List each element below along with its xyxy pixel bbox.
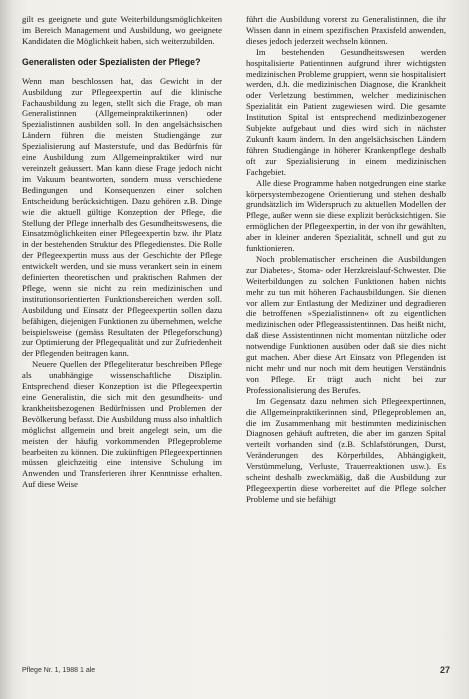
binding-shadow <box>0 0 14 699</box>
right-column <box>246 14 446 505</box>
paragraph: Wenn man beschlossen hat, das Gewicht in der Ausbildung zur Pflegeexpertin auf die klinische Fachausbildung zu legen, stellt sich die Frage, ob man Generalistinnen (Allgemeinpraktikerinnen) oder Spezialistinnen ausbilden soll. In den angelsächsischen Ländern führen die meisten Studiengänge zur Spezialisierung auf Masterstufe, und das Bedürfnis für eine Ausbildung zum Allgemeinpraktiker wird nur vereinzelt geäussert. Man kann diese Frage jedoch nicht im Vakuum beantworten, sondern muss verschiedene Bedingungen und Konsequenzen einer solchen Entscheidung berücksichtigen. Dazu gehören z.B. Dinge wie die aktuell gültige Konzeption der Pflege, die Stellung der Pflege innerhalb des Gesundheitswesens, die Einsatzmöglichkeiten einer Pflegeexpertin bzw. ihr Platz in der bestehenden Struktur des Pflegedienstes. Die Rolle der Pflegeexpertin muss aus der Geschichte der Pflege entwickelt werden, und sie muss verankert sein in einem definierten theoretischen und praktischen Rahmen der Pflege, wenn sie nicht zu rein medizinischen und institutionsorientierten Funktionsbereichen werden soll. Ausbildung und Einsatz der Pflegeexpertin sollen dazu befähigen, diejenigen Funktionen zu übernehmen, welche beispielsweise (gemäss Resultaten der Pflegeforschung) zur Optimierung der Pflegequalität und zur Zufriedenheit der Pflegenden beitragen kann. <box>22 75 222 359</box>
paragraph: Im Gegensatz dazu nehmen sich Pflegeexpertinnen, die Allgemeinpraktikerinnen sind, Pflegeproblemen an, die im Zusammenhang mit bestimmten medizinischen Diagnosen gehäuft auftreten, die aber im ganzen Spital verteilt vorhanden sind (z.B. Schlafstörungen, Durst, Veränderungen des Körperbildes, Abhängigkeit, Verstümmelung, Verluste, Trauerreaktionen usw.). Es scheint deshalb zweckmäßig, daß die Ausbildung zur Pflegeexpertin diese vorbereitet auf die Pflege solcher Probleme und sie befähigt <box>246 395 446 504</box>
intro-paragraph: gilt es geeignete und gute Weiterbildungsmöglichkeiten im Bereich Management und Ausbildung, wo geeignete Kandidaten die Möglichkeit haben, sich weiterzubilden. <box>22 14 222 46</box>
paragraph: Alle diese Programme haben notgedrungen eine starke körpersystembezogene Orientierung und stehen deshalb grundsätzlich im Widerspruch zu aktuellen Modellen der Pflege, außer wenn sie diese explizit berücksichtigen. Sie ermöglichen der Pflegeexpertin, in der von ihr gewählten, aber in kleiner anderen Spezialität, schnell und gut zu funktionieren. <box>246 177 446 254</box>
section-heading: Generalisten oder Spezialisten der Pflege? <box>22 56 201 67</box>
paragraph: Im bestehenden Gesundheitswesen werden hospitalisierte Patientinnen aufgrund ihrer wichtigsten medizinischen Probleme gruppiert, wenn sie hospitalisiert werden, d.h. die medizinischen Diagnose, die Krankheit oder Verletzung bestimmen, welcher medizinischen Spezialität ein Patient zugewiesen wird. Die gesamte Institution Spital ist entsprechend medizinbezogener Subjekte aufgebaut und dies wird sich in nächster Zukunft kaum ändern. In den angelsächsischen Ländern führen Studiengänge in höherer Krankenpflege deshalb oft zur Spezialisierung in einem medizinischen Fachgebiet. <box>246 46 446 177</box>
footer-source: Pflege Nr. 1, 1988 1 ale <box>22 667 96 674</box>
paragraph: führt die Ausbildung vorerst zu Generalistinnen, die ihr Wissen dann in einem spezifischen Praxisfeld anwenden, dieses jedoch jederzeit wechseln können. <box>246 14 446 46</box>
page-number: 27 <box>439 665 450 675</box>
left-column <box>22 14 222 490</box>
paragraph: Neuere Quellen der Pflegeliteratur beschreiben Pflege als unabhängige wissenschaftliche Disziplin. Entsprechend dieser Konzeption ist die Pflegeexpertin eine Generalistin, die sich mit den gesundheits- und krankheitsbezogenen Bedürfnissen und Problemen der Bevölkerung befasst. Die Ausbildung muss also inhaltlich möglichst allgemein und breit angelegt sein, um die meisten der häufig vorkommenden Pflegeprobleme bearbeiten zu können. Die zukünftigen Pflegeexpertinnen müssen gleichzeitig eine intensive Schulung im Anwenden und Transferieren ihrer Kenntnisse erhalten. Auf diese Weise <box>22 359 222 490</box>
paragraph: Noch problematischer erscheinen die Ausbildungen zur Diabetes-, Stoma- oder Herzkreislauf-Schwester. Die Weiterbildungen zu solchen Funktionen haben nichts mehr zu tun mit höheren Fachausbildungen. Sie dienen vor allem zur Entlastung der Mediziner und degradieren die betroffenen »Spezialistinnen« oft zu eigentlichen medizinischen oder Pflegeassistentinnen. Das heißt nicht, daß diese Assistentinnen nicht momentan nützliche oder notwendige Funktionen ausüben oder daß sie dies nicht gut machen. Aber diese Art Einsatz von Pflegenden ist nicht mehr und nur noch mit dem heutigen Verständnis von Pflege. Er trägt auch nicht bei zur Professionalisierung des Berufes. <box>246 253 446 395</box>
